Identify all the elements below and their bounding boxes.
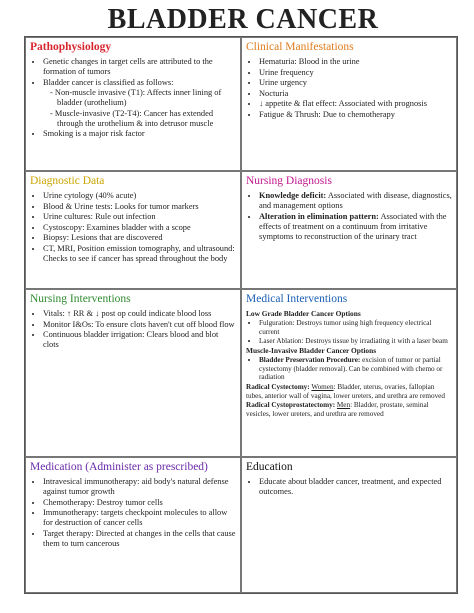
- pathophysiology-heading: Pathophysiology: [30, 41, 112, 53]
- item-text: Associated with the effects of treatment on a continuum from irritative symptoms to reconstruction of the urinary tract: [259, 211, 447, 241]
- list-item: • Target therapy: Directed at changes in the cells that cause them to turn cancerous: [43, 529, 236, 549]
- medical-interventions-heading: Medical Interventions: [246, 293, 348, 305]
- pathophysiology-list: [30, 57, 236, 139]
- nursing-diagnosis-list: [246, 191, 452, 242]
- list-item: • Laser Ablation: Destroys tissue by irradiating it with a laser beam: [259, 337, 452, 346]
- diagnostic-data-heading: Diagnostic Data: [30, 175, 105, 187]
- medical-interventions-section: [241, 289, 457, 457]
- list-item: • Urine cytology (40% acute): [43, 191, 236, 201]
- nursing-diagnosis-heading: Nursing Diagnosis: [246, 175, 332, 187]
- list-subitem: - Non-muscle invasive (T1): Affects inner lining of bladder (urothelium): [57, 88, 236, 108]
- item-label: Knowledge deficit:: [259, 191, 327, 200]
- list-item: • Monitor I&Os: To ensure clots haven't cut off blood flow: [43, 320, 236, 330]
- list-item: • Chemotherapy: Destroy tumor cells: [43, 498, 236, 508]
- item-who: Men: [336, 401, 351, 410]
- list-item: • Immunotherapy: targets checkpoint molecules to allow for destruction of cancer cells: [43, 508, 236, 528]
- item-text: Associated with disease, diagnostics, and management options: [259, 191, 452, 210]
- list-item: • Vitals: ↑ RR & ↓ post op could indicate blood loss: [43, 309, 236, 319]
- list-item: • Biopsy: Lesions that are discovered: [43, 233, 236, 243]
- education-list: [246, 477, 452, 497]
- muscle-invasive-list: [246, 356, 452, 382]
- nursing-interventions-list: [30, 309, 236, 350]
- list-item: • Smoking is a major risk factor: [43, 129, 236, 139]
- list-item: • Urine frequency: [259, 68, 452, 78]
- list-subitem: - Muscle-invasive (T2-T4): Cancer has extended through the urothelium & into detrusor muscle: [57, 109, 236, 129]
- clinical-manifestations-heading: Clinical Manifestations: [246, 41, 354, 53]
- muscle-invasive-title: Muscle-Invasive Bladder Cancer Options: [246, 346, 377, 356]
- clinical-manifestations-section: [241, 37, 457, 171]
- page-title: BLADDER CANCER: [107, 4, 379, 35]
- list-item: • Intravesical immunotherapy: aid body's natural defense against tumor growth: [43, 477, 236, 497]
- list-item: • Urine urgency: [259, 78, 452, 88]
- low-grade-title: Low Grade Bladder Cancer Options: [246, 309, 361, 318]
- nursing-interventions-heading: Nursing Interventions: [30, 293, 131, 305]
- clinical-list: [246, 57, 452, 120]
- item-text: : Bladder, prostate, seminal vesicles, lower ureters, and urethra are removed: [246, 401, 429, 418]
- list-item: • Continuous bladder irrigation: Clears blood and blot clots: [43, 330, 236, 350]
- item-who: Women: [311, 383, 334, 392]
- nursing-interventions-section: [25, 289, 241, 457]
- medication-section: [25, 457, 241, 593]
- list-item: [259, 356, 452, 382]
- list-item: • Bladder cancer is classified as follows:: [43, 78, 236, 88]
- item-text: : Bladder, uterus, ovaries, fallopian tubes, anterior wall of vagina, lower ureters, and urethra are removed: [246, 383, 445, 400]
- item-text: excision of tumor or partial cystectomy (bladder removal). Can be combined with chemo or radiation: [259, 356, 443, 382]
- list-item: [259, 191, 452, 211]
- medication-heading: Medication (Administer as prescribed): [30, 461, 208, 473]
- list-item: • Nocturia: [259, 89, 452, 99]
- diagnostic-data-section: [25, 171, 241, 289]
- medication-list: [30, 477, 236, 549]
- radical-cystoprostatectomy: [246, 401, 452, 418]
- list-item: • Fulguration: Destroys tumor using high frequency electrical current: [259, 319, 452, 336]
- item-label: Bladder Preservation Procedure:: [259, 356, 361, 365]
- list-item: • ↓ appetite & flat effect: Associated with prognosis: [259, 99, 452, 109]
- list-item: • Blood & Urine tests: Looks for tumor markers: [43, 202, 236, 212]
- pathophysiology-section: [25, 37, 241, 171]
- radical-cystectomy: [246, 383, 452, 400]
- education-section: [241, 457, 457, 593]
- list-item: • Cystoscopy: Examines bladder with a scope: [43, 223, 236, 233]
- item-label: Radical Cystoprostatectomy:: [246, 401, 336, 410]
- list-item: • CT, MRI, Position emission tomography, and ultrasound: Checks to see if cancer has spread throughout the body: [43, 244, 236, 264]
- low-grade-list: [246, 319, 452, 345]
- list-item: • Urine cultures: Rule out infection: [43, 212, 236, 222]
- item-label: Radical Cystectomy:: [246, 383, 310, 392]
- item-label: Alteration in elimination pattern:: [259, 211, 379, 221]
- concept-map-grid: [24, 36, 458, 594]
- list-item: [259, 212, 452, 242]
- list-item: • Fatigue & Thrush: Due to chemotherapy: [259, 110, 452, 120]
- list-item: • Genetic changes in target cells are attributed to the formation of tumors: [43, 57, 236, 77]
- nursing-diagnosis-section: [241, 171, 457, 289]
- list-item: • Hematuria: Blood in the urine: [259, 57, 452, 67]
- diagnostic-list: [30, 191, 236, 264]
- education-heading: Education: [246, 461, 293, 473]
- list-item: • Educate about bladder cancer, treatment, and expected outcomes.: [259, 477, 452, 497]
